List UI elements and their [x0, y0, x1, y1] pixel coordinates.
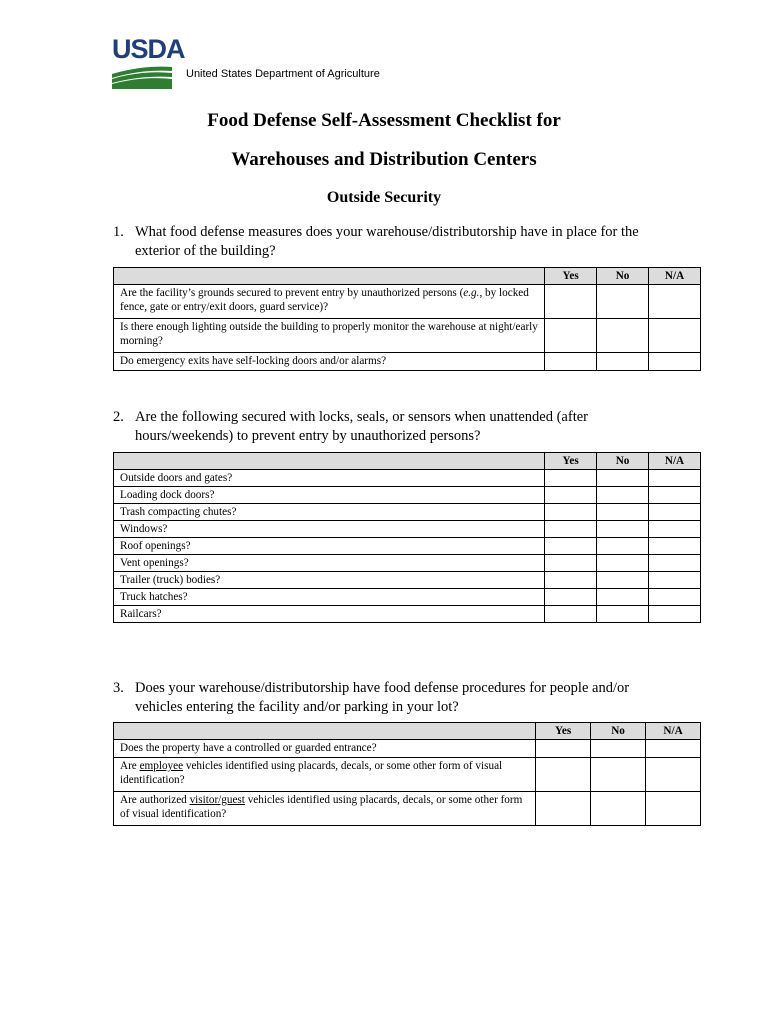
answer-yes-cell[interactable]: [545, 555, 597, 572]
answer-no-cell[interactable]: [591, 792, 646, 826]
answer-yes-cell[interactable]: [536, 758, 591, 792]
answer-no-cell[interactable]: [591, 740, 646, 758]
answer-no-cell[interactable]: [597, 589, 649, 606]
row-question: Does the property have a controlled or guarded entrance?: [114, 740, 536, 758]
answer-no-cell[interactable]: [597, 555, 649, 572]
table-row: [114, 589, 701, 606]
header-no: No: [591, 723, 646, 740]
section-title: Outside Security: [326, 189, 442, 206]
answer-na-cell[interactable]: [646, 792, 701, 826]
table-row: [114, 792, 701, 826]
table-row: [114, 521, 701, 538]
answer-no-cell[interactable]: [597, 470, 649, 487]
answer-no-cell[interactable]: [597, 504, 649, 521]
row-question: Railcars?: [114, 606, 545, 623]
table-header-row: [114, 453, 701, 470]
usda-logo-mark: [112, 65, 172, 89]
answer-yes-cell[interactable]: [545, 319, 597, 353]
question-number: 3.: [113, 680, 124, 696]
answer-yes-cell[interactable]: [545, 538, 597, 555]
answer-no-cell[interactable]: [597, 285, 649, 319]
header-blank-cell: [114, 268, 545, 285]
table-row: [114, 285, 701, 319]
table-header-row: [114, 268, 701, 285]
question-1: [113, 223, 673, 261]
header-na: N/A: [649, 268, 701, 285]
question-text: Are the following secured with locks, seals, or sensors when unattended (after hours/weekends) to prevent entry by unauthorized persons?: [135, 409, 588, 444]
answer-no-cell[interactable]: [597, 353, 649, 371]
question-number: 2.: [113, 409, 124, 425]
row-question: Truck hatches?: [114, 589, 545, 606]
answer-na-cell[interactable]: [649, 487, 701, 504]
answer-na-cell[interactable]: [649, 538, 701, 555]
header-no: No: [597, 268, 649, 285]
row-question: Are employee vehicles identified using placards, decals, or some other form of visual identification?: [114, 758, 536, 792]
table-row: [114, 504, 701, 521]
header-blank-cell: [114, 723, 536, 740]
row-question: Loading dock doors?: [114, 487, 545, 504]
answer-na-cell[interactable]: [649, 555, 701, 572]
answer-yes-cell[interactable]: [545, 353, 597, 371]
page-title-line1: Food Defense Self-Assessment Checklist for: [207, 110, 561, 131]
answer-no-cell[interactable]: [597, 572, 649, 589]
header-yes: Yes: [536, 723, 591, 740]
answer-na-cell[interactable]: [649, 589, 701, 606]
checklist-table-2: [113, 452, 701, 623]
header-yes: Yes: [545, 268, 597, 285]
row-question: Do emergency exits have self-locking doors and/or alarms?: [114, 353, 545, 371]
page-title-line2: Warehouses and Distribution Centers: [231, 149, 537, 170]
question-number: 1.: [113, 224, 124, 240]
row-question: Roof openings?: [114, 538, 545, 555]
answer-no-cell[interactable]: [597, 606, 649, 623]
answer-yes-cell[interactable]: [545, 487, 597, 504]
underlined-text: visitor/guest: [189, 794, 245, 806]
row-question: Are authorized visitor/guest vehicles identified using placards, decals, or some other form of visual identification?: [114, 792, 536, 826]
answer-no-cell[interactable]: [597, 319, 649, 353]
answer-na-cell[interactable]: [649, 285, 701, 319]
usda-logo-text: USDA: [112, 34, 185, 64]
question-text: Does your warehouse/distributorship have food defense procedures for people and/or vehicles entering the facility and/or parking in your lot?: [135, 680, 630, 715]
answer-na-cell[interactable]: [646, 740, 701, 758]
answer-yes-cell[interactable]: [545, 285, 597, 319]
table-row: [114, 555, 701, 572]
answer-na-cell[interactable]: [649, 353, 701, 371]
table-header-row: [114, 723, 701, 740]
table-row: [114, 353, 701, 371]
answer-yes-cell[interactable]: [536, 792, 591, 826]
row-question: Is there enough lighting outside the building to properly monitor the warehouse at night/early morning?: [114, 319, 545, 353]
answer-yes-cell[interactable]: [545, 521, 597, 538]
table-row: [114, 470, 701, 487]
answer-na-cell[interactable]: [649, 504, 701, 521]
underlined-text: employee: [139, 760, 184, 772]
answer-no-cell[interactable]: [597, 487, 649, 504]
checklist-table-3: [113, 722, 701, 826]
row-question: Trailer (truck) bodies?: [114, 572, 545, 589]
header-yes: Yes: [545, 453, 597, 470]
emphasis-text: e.g.,: [463, 287, 483, 299]
checklist-table-1: [113, 267, 701, 371]
table-row: [114, 572, 701, 589]
table-row: [114, 487, 701, 504]
answer-na-cell[interactable]: [649, 572, 701, 589]
row-question: Windows?: [114, 521, 545, 538]
table-row: [114, 740, 701, 758]
header-na: N/A: [646, 723, 701, 740]
answer-na-cell[interactable]: [649, 319, 701, 353]
question-3: [113, 679, 673, 717]
row-question: Are the facility’s grounds secured to prevent entry by unauthorized persons (e.g., by locked fence, gate or entry/exit doors, guard service)?: [114, 285, 545, 319]
answer-yes-cell[interactable]: [536, 740, 591, 758]
answer-na-cell[interactable]: [649, 521, 701, 538]
answer-na-cell[interactable]: [649, 470, 701, 487]
header-na: N/A: [649, 453, 701, 470]
table-row: [114, 319, 701, 353]
usda-logo: [112, 36, 185, 89]
table-row: [114, 538, 701, 555]
answer-yes-cell[interactable]: [545, 470, 597, 487]
question-2: [113, 408, 673, 446]
row-question: Trash compacting chutes?: [114, 504, 545, 521]
question-text: What food defense measures does your warehouse/distributorship have in place for the exterior of the building?: [135, 224, 639, 259]
answer-yes-cell[interactable]: [545, 504, 597, 521]
row-question: Vent openings?: [114, 555, 545, 572]
answer-yes-cell[interactable]: [545, 606, 597, 623]
answer-na-cell[interactable]: [646, 758, 701, 792]
header-no: No: [597, 453, 649, 470]
answer-yes-cell[interactable]: [545, 572, 597, 589]
answer-no-cell[interactable]: [597, 538, 649, 555]
agency-name: United States Department of Agriculture: [186, 68, 380, 80]
answer-no-cell[interactable]: [591, 758, 646, 792]
table-row: [114, 606, 701, 623]
row-question: Outside doors and gates?: [114, 470, 545, 487]
header-blank-cell: [114, 453, 545, 470]
answer-na-cell[interactable]: [649, 606, 701, 623]
table-row: [114, 758, 701, 792]
answer-yes-cell[interactable]: [545, 589, 597, 606]
answer-no-cell[interactable]: [597, 521, 649, 538]
